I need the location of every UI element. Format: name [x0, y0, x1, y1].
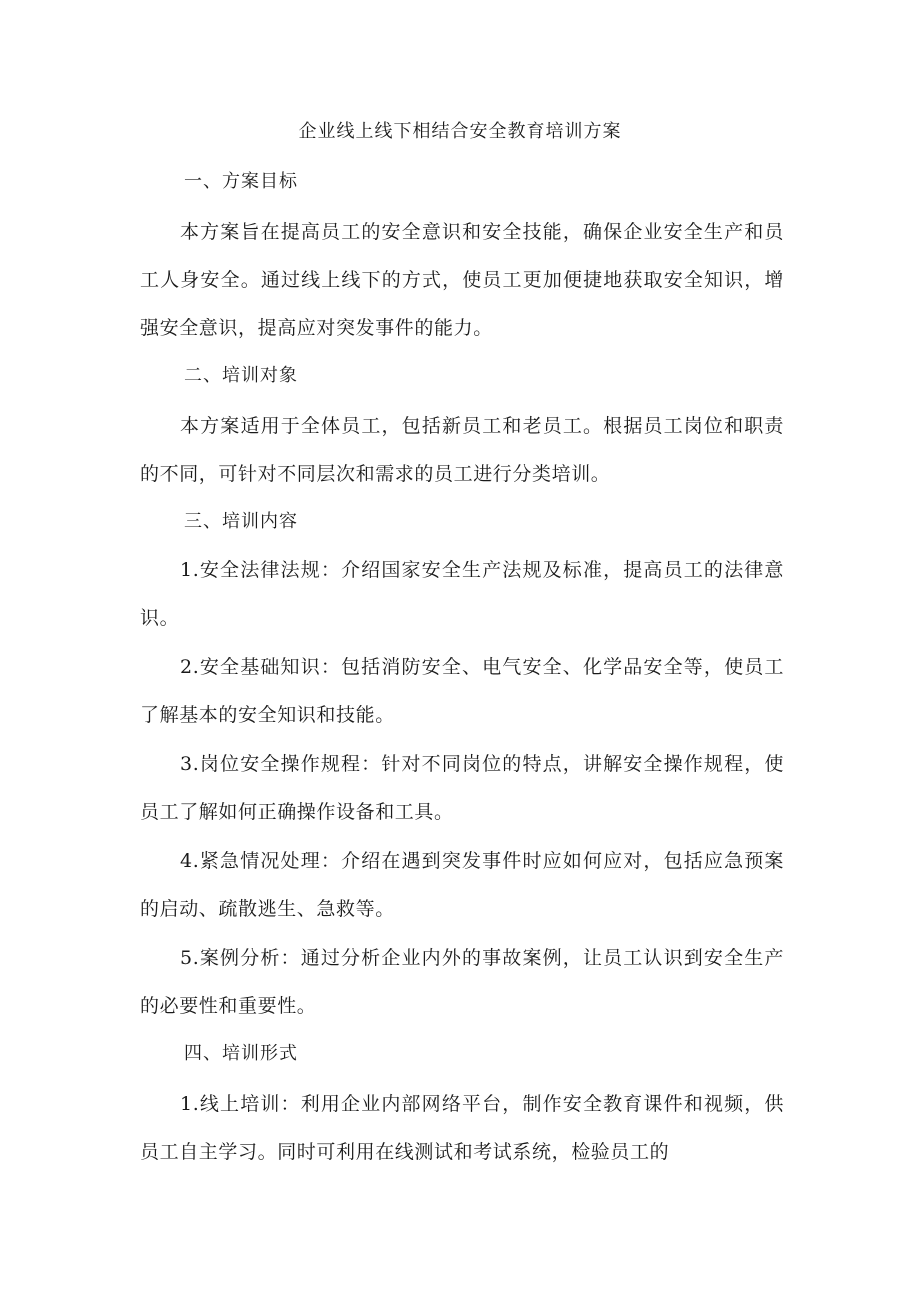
paragraph-format-1: 1.线上培训：利用企业内部网络平台，制作安全教育课件和视频，供员工自主学习。同时可利用在线测试和考试系统，检验员工的 — [140, 1093, 784, 1163]
paragraph-content-3: 3.岗位安全操作规程：针对不同岗位的特点，讲解安全操作规程，使员工了解如何正确操作设备和工具。 — [140, 753, 784, 823]
section-heading-audience: 二、培训对象 — [184, 365, 298, 386]
paragraph-content-5: 5.案例分析：通过分析企业内外的事故案例，让员工认识到安全生产的必要性和重要性。 — [140, 947, 784, 1017]
paragraph-content-4: 4.紧急情况处理：介绍在遇到突发事件时应如何应对，包括应急预案的启动、疏散逃生、急救等。 — [140, 850, 784, 920]
paragraph-goal: 本方案旨在提高员工的安全意识和安全技能，确保企业安全生产和员工人身安全。通过线上线下的方式，使员工更加便捷地获取安全知识，增强安全意识，提高应对突发事件的能力。 — [140, 221, 784, 339]
paragraph-audience: 本方案适用于全体员工，包括新员工和老员工。根据员工岗位和职责的不同，可针对不同层次和需求的员工进行分类培训。 — [140, 415, 784, 485]
section-heading-goal: 一、方案目标 — [184, 171, 298, 192]
section-heading-format: 四、培训形式 — [184, 1043, 298, 1064]
section-heading-content: 三、培训内容 — [184, 511, 298, 532]
paragraph-content-1: 1.安全法律法规：介绍国家安全生产法规及标准，提高员工的法律意识。 — [140, 559, 784, 629]
document-title: 企业线上线下相结合安全教育培训方案 — [298, 121, 622, 142]
paragraph-content-2: 2.安全基础知识：包括消防安全、电气安全、化学品安全等，使员工了解基本的安全知识和技能。 — [140, 656, 784, 726]
